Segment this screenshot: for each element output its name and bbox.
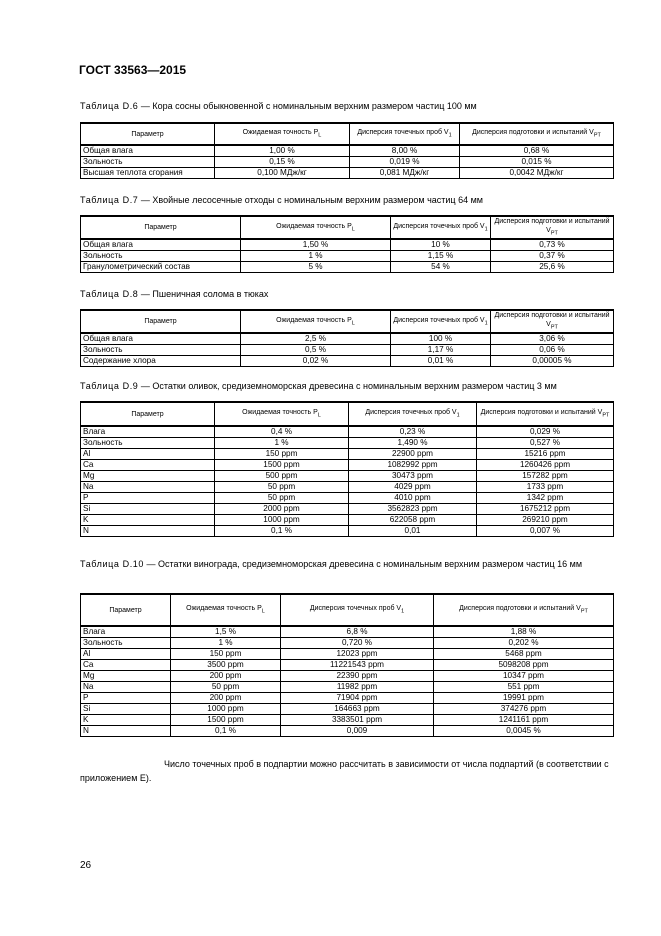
column-header-subscript: L (351, 319, 355, 326)
parameter-cell: Зольность (81, 157, 215, 168)
column-header (491, 310, 614, 333)
value-cell: 1,00 % (215, 145, 350, 157)
value-cell: 1,5 % (171, 626, 281, 638)
footnote-text: Число точечных проб в подпартии можно рассчитать в зависимости от числа подпартий (в соответствии с приложением E). (80, 759, 609, 783)
parameter-cell: Влага (81, 626, 171, 638)
table-row (81, 693, 614, 704)
value-cell: 19991 ppm (434, 693, 614, 704)
value-cell: 8,00 % (350, 145, 460, 157)
parameter-cell: N (81, 726, 171, 737)
value-cell: 200 ppm (171, 693, 281, 704)
value-cell: 0,01 (349, 526, 477, 537)
value-cell: 0,23 % (349, 426, 477, 438)
value-cell: 0,202 % (434, 638, 614, 649)
value-cell: 200 ppm (171, 671, 281, 682)
table-d7-label: Таблица D.7 (80, 195, 139, 205)
value-cell: 1 % (215, 438, 349, 449)
column-header-label: Ожидаемая точность P (276, 222, 352, 230)
column-header (477, 402, 614, 426)
table-row (81, 239, 614, 251)
value-cell: 2,5 % (241, 333, 391, 345)
table-row (81, 526, 614, 537)
column-header-label: Параметр (144, 224, 177, 232)
value-cell: 2000 ppm (215, 504, 349, 515)
value-cell: 622058 ppm (349, 515, 477, 526)
value-cell: 22390 ppm (281, 671, 434, 682)
parameter-cell: Na (81, 682, 171, 693)
table-row (81, 251, 614, 262)
table-row (81, 482, 614, 493)
table-d9-caption (80, 380, 613, 392)
table-row (81, 626, 614, 638)
value-cell: 22900 ppm (349, 449, 477, 460)
value-cell: 1675212 ppm (477, 504, 614, 515)
column-header-label: Параметр (144, 318, 177, 326)
value-cell: 269210 ppm (477, 515, 614, 526)
table-row (81, 671, 614, 682)
value-cell: 0,1 % (171, 726, 281, 737)
column-header-label: Дисперсия точечных проб V (309, 604, 402, 612)
value-cell: 0,009 (281, 726, 434, 737)
table-row (81, 449, 614, 460)
value-cell: 1500 ppm (215, 460, 349, 471)
value-cell: 54 % (391, 262, 491, 273)
value-cell: 0,15 % (215, 157, 350, 168)
value-cell: 0,029 % (477, 426, 614, 438)
parameter-cell: Зольность (81, 438, 215, 449)
parameter-cell: Высшая теплота сгорания (81, 168, 215, 179)
column-header (391, 310, 491, 333)
column-header-subscript: PT (602, 412, 610, 419)
column-header-label: Дисперсия подготовки и испытаний V (494, 312, 610, 328)
table-row (81, 460, 614, 471)
value-cell: 500 ppm (215, 471, 349, 482)
value-cell: 12023 ppm (281, 649, 434, 660)
value-cell: 0,1 % (215, 526, 349, 537)
column-header-label: Параметр (131, 410, 164, 418)
column-header (215, 402, 349, 426)
column-header-subscript: PT (550, 324, 558, 331)
column-header (241, 216, 391, 239)
value-cell: 0,01 % (391, 356, 491, 367)
parameter-cell: Общая влага (81, 239, 241, 251)
column-header-subscript: PT (593, 132, 601, 139)
parameter-cell: Зольность (81, 251, 241, 262)
column-header (349, 402, 477, 426)
column-header-label: Ожидаемая точность P (242, 408, 318, 416)
column-header-subscript: L (261, 608, 265, 615)
value-cell: 551 ppm (434, 682, 614, 693)
value-cell: 164663 ppm (281, 704, 434, 715)
value-cell: 5 % (241, 262, 391, 273)
table-d10-title: — Остатки винограда, средиземноморская древесина с номинальным верхним размером частиц 16 мм (144, 559, 583, 569)
value-cell: 0,0042 МДж/кг (460, 168, 614, 179)
value-cell: 1000 ppm (171, 704, 281, 715)
parameter-cell: Гранулометрический состав (81, 262, 241, 273)
column-header (81, 594, 171, 626)
parameter-cell: Содержание хлора (81, 356, 241, 367)
table-d8 (80, 309, 614, 367)
parameter-cell: K (81, 715, 171, 726)
column-header-label: Дисперсия точечных проб V (365, 408, 457, 416)
value-cell: 1733 ppm (477, 482, 614, 493)
value-cell: 150 ppm (171, 649, 281, 660)
table-d9 (80, 401, 614, 537)
parameter-cell: Влага (81, 426, 215, 438)
value-cell: 71904 ppm (281, 693, 434, 704)
parameter-cell: P (81, 693, 171, 704)
value-cell: 0,06 % (491, 345, 614, 356)
table-d10 (80, 593, 614, 737)
value-cell: 0,081 МДж/кг (350, 168, 460, 179)
value-cell: 1241161 ppm (434, 715, 614, 726)
column-header-label: Дисперсия подготовки и испытаний V (494, 218, 610, 234)
table-d8-title: — Пшеничная солома в тюках (138, 289, 269, 299)
value-cell: 0,68 % (460, 145, 614, 157)
column-header-subscript: 1 (448, 132, 452, 139)
column-header (171, 594, 281, 626)
value-cell: 0,73 % (491, 239, 614, 251)
value-cell: 1 % (171, 638, 281, 649)
column-header (81, 123, 215, 145)
value-cell: 1,17 % (391, 345, 491, 356)
column-header-subscript: PT (580, 608, 588, 615)
value-cell: 5468 ppm (434, 649, 614, 660)
value-cell: 0,100 МДж/кг (215, 168, 350, 179)
column-header-subscript: 1 (456, 412, 460, 419)
column-header (81, 402, 215, 426)
value-cell: 100 % (391, 333, 491, 345)
column-header-label: Ожидаемая точность P (242, 128, 319, 136)
value-cell: 5098208 ppm (434, 660, 614, 671)
column-header-subscript: L (351, 225, 355, 232)
value-cell: 30473 ppm (349, 471, 477, 482)
parameter-cell: Зольность (81, 638, 171, 649)
value-cell: 10 % (391, 239, 491, 251)
table-row (81, 345, 614, 356)
table-d10-caption (80, 558, 613, 570)
value-cell: 25,6 % (491, 262, 614, 273)
column-header (281, 594, 434, 626)
table-d9-label: Таблица D.9 (80, 381, 139, 391)
table-d6-caption (80, 100, 613, 112)
table-row (81, 157, 614, 168)
value-cell: 10347 ppm (434, 671, 614, 682)
value-cell: 374276 ppm (434, 704, 614, 715)
table-row (81, 704, 614, 715)
table-d10-label: Таблица D.10 (80, 559, 144, 569)
column-header (491, 216, 614, 239)
table-d8-caption (80, 288, 613, 300)
value-cell: 0,007 % (477, 526, 614, 537)
column-header (391, 216, 491, 239)
parameter-cell: Ca (81, 660, 171, 671)
table-row (81, 168, 614, 179)
value-cell: 1,50 % (241, 239, 391, 251)
column-header-label: Дисперсия точечных проб V (393, 316, 485, 324)
value-cell: 1500 ppm (171, 715, 281, 726)
table-row (81, 649, 614, 660)
value-cell: 0,527 % (477, 438, 614, 449)
table-d7-title: — Хвойные лесосечные отходы с номинальным верхним размером частиц 64 мм (138, 195, 483, 205)
value-cell: 3500 ppm (171, 660, 281, 671)
table-d6 (80, 122, 614, 179)
value-cell: 0,4 % (215, 426, 349, 438)
parameter-cell: K (81, 515, 215, 526)
column-header-label: Дисперсия подготовки и испытаний V (472, 128, 594, 136)
value-cell: 6,8 % (281, 626, 434, 638)
value-cell: 1082992 ppm (349, 460, 477, 471)
parameter-cell: Al (81, 449, 215, 460)
value-cell: 4010 ppm (349, 493, 477, 504)
table-row (81, 504, 614, 515)
table-row (81, 493, 614, 504)
value-cell: 1,490 % (349, 438, 477, 449)
parameter-cell: Si (81, 504, 215, 515)
value-cell: 0,015 % (460, 157, 614, 168)
value-cell: 1,15 % (391, 251, 491, 262)
value-cell: 1260426 ppm (477, 460, 614, 471)
table-d8-label: Таблица D.8 (80, 289, 139, 299)
column-header-label: Параметр (109, 606, 142, 614)
value-cell: 0,5 % (241, 345, 391, 356)
parameter-cell: P (81, 493, 215, 504)
value-cell: 3383501 ppm (281, 715, 434, 726)
value-cell: 1 % (241, 251, 391, 262)
table-row (81, 426, 614, 438)
table-row (81, 145, 614, 157)
parameter-cell: N (81, 526, 215, 537)
parameter-cell: Зольность (81, 345, 241, 356)
column-header-subscript: 1 (484, 225, 488, 232)
column-header (434, 594, 614, 626)
value-cell: 0,019 % (350, 157, 460, 168)
table-d6-title: — Кора сосны обыкновенной с номинальным верхним размером частиц 100 мм (138, 101, 477, 111)
table-row (81, 726, 614, 737)
column-header (350, 123, 460, 145)
value-cell: 0,02 % (241, 356, 391, 367)
parameter-cell: Na (81, 482, 215, 493)
value-cell: 50 ppm (215, 493, 349, 504)
column-header-subscript: 1 (484, 319, 488, 326)
value-cell: 3,06 % (491, 333, 614, 345)
table-row (81, 660, 614, 671)
table-row (81, 262, 614, 273)
value-cell: 1342 ppm (477, 493, 614, 504)
value-cell: 150 ppm (215, 449, 349, 460)
column-header-subscript: L (317, 412, 321, 419)
column-header-label: Дисперсия подготовки и испытаний V (480, 408, 603, 416)
table-row (81, 438, 614, 449)
column-header (215, 123, 350, 145)
parameter-cell: Общая влага (81, 333, 241, 345)
table-row (81, 333, 614, 345)
page-number: 26 (80, 860, 92, 871)
table-row (81, 682, 614, 693)
value-cell: 0,00005 % (491, 356, 614, 367)
table-d9-title: — Остатки оливок, средиземноморская древесина с номинальным верхним размером частиц 3 мм (138, 381, 557, 391)
column-header-label: Дисперсия точечных проб V (393, 222, 485, 230)
column-header-label: Параметр (131, 130, 164, 138)
table-row (81, 356, 614, 367)
value-cell: 11982 ppm (281, 682, 434, 693)
table-d6-label: Таблица D.6 (80, 101, 139, 111)
value-cell: 3562823 ppm (349, 504, 477, 515)
column-header (460, 123, 614, 145)
table-row (81, 471, 614, 482)
column-header-label: Ожидаемая точность P (186, 604, 262, 612)
table-row (81, 715, 614, 726)
document-header: ГОСТ 33563—2015 (79, 63, 187, 77)
value-cell: 0,720 % (281, 638, 434, 649)
value-cell: 11221543 ppm (281, 660, 434, 671)
parameter-cell: Общая влага (81, 145, 215, 157)
column-header-label: Дисперсия подготовки и испытаний V (459, 604, 581, 612)
table-d7 (80, 215, 614, 273)
column-header (81, 216, 241, 239)
value-cell: 15216 ppm (477, 449, 614, 460)
column-header-subscript: PT (550, 230, 558, 237)
value-cell: 1,88 % (434, 626, 614, 638)
column-header-subscript: L (318, 132, 322, 139)
parameter-cell: Si (81, 704, 171, 715)
table-row (81, 638, 614, 649)
value-cell: 0,37 % (491, 251, 614, 262)
value-cell: 4029 ppm (349, 482, 477, 493)
column-header-label: Дисперсия точечных проб V (357, 128, 449, 136)
column-header (81, 310, 241, 333)
parameter-cell: Mg (81, 471, 215, 482)
value-cell: 50 ppm (171, 682, 281, 693)
column-header-subscript: 1 (401, 608, 405, 615)
value-cell: 1000 ppm (215, 515, 349, 526)
table-row (81, 515, 614, 526)
column-header-label: Ожидаемая точность P (276, 316, 352, 324)
table-d7-caption (80, 194, 613, 206)
column-header (241, 310, 391, 333)
value-cell: 0,0045 % (434, 726, 614, 737)
parameter-cell: Mg (81, 671, 171, 682)
value-cell: 50 ppm (215, 482, 349, 493)
value-cell: 157282 ppm (477, 471, 614, 482)
parameter-cell: Ca (81, 460, 215, 471)
parameter-cell: Al (81, 649, 171, 660)
